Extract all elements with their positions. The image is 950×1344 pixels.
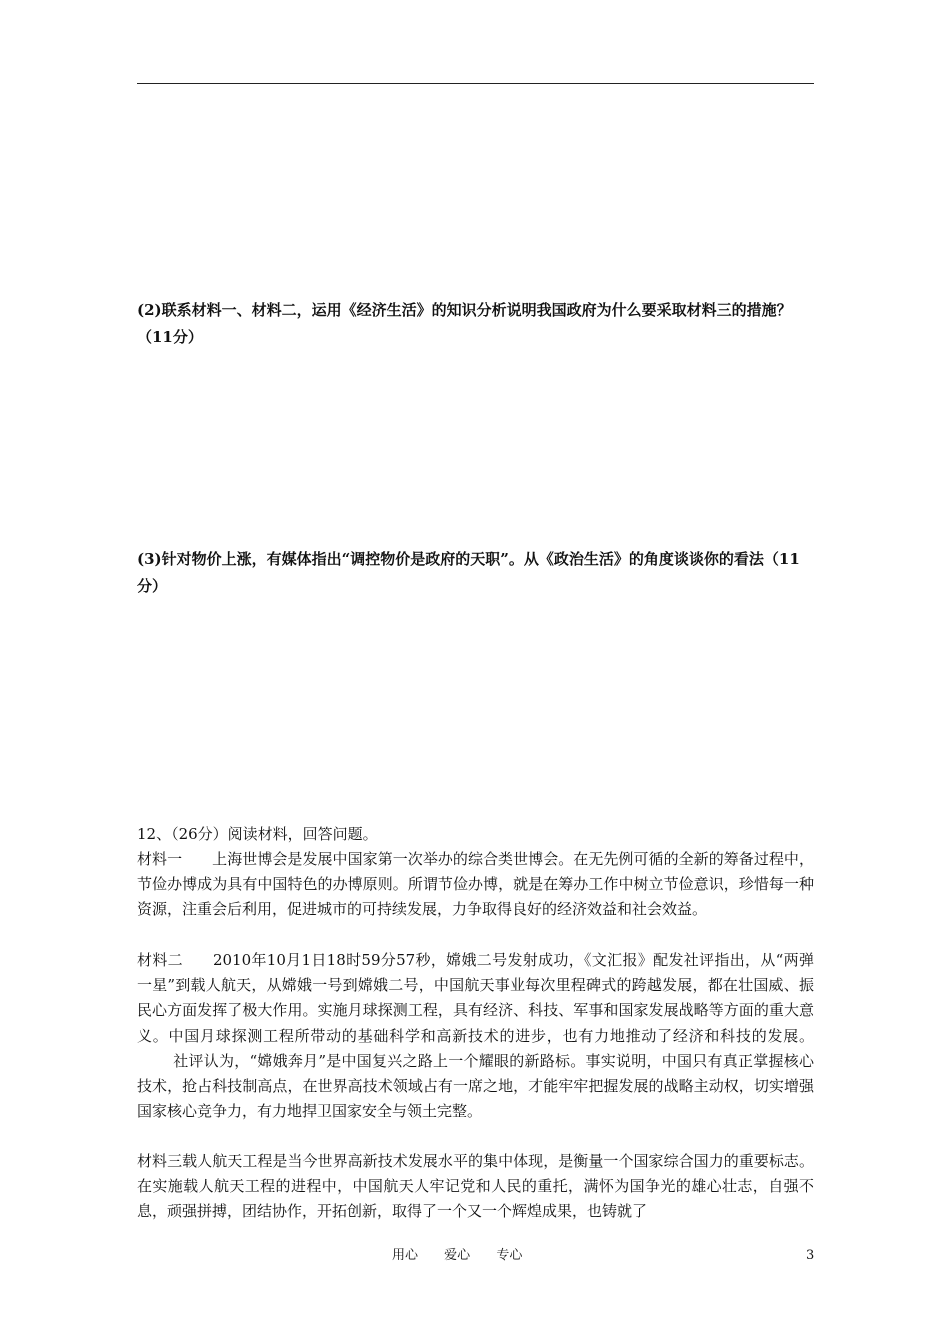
material-3: [137, 1149, 814, 1225]
question-2: (2)联系材料一、材料二，运用《经济生活》的知识分析说明我国政府为什么要采取材料三的措施？（11分）: [137, 301, 792, 346]
question-3: (3)针对物价上涨，有媒体指出“调控物价是政府的天职”。从《政治生活》的角度谈谈你的看法（11分）: [137, 550, 800, 595]
material-2-text-a: 2010年10月1日18时59分57秒，嫦娥二号发射成功，《文汇报》配发社评指出，从“两弹一星”到载人航天，从嫦娥一号到嫦娥二号，中国航天事业每次里程碑式的跨越发展，都在壮国威、振民心方面发挥了极大作用。实施月球探测工程，具有经济、科技、军事和国家发展战略等方面的重大意义。中国月球探测工程所带动的基础科学和高新技术的进步，也有力地推动了经济和科技的发展。: [137, 951, 814, 1045]
material-2-text-b: 社评认为，“嫦娥奔月”是中国复兴之路上一个耀眼的新路标。事实说明，中国只有真正掌握核心技术，抢占科技制高点，在世界高技术领域占有一席之地，才能牢牢把握发展的战略主动权，切实增强国家核心竞争力，有力地捍卫国家安全与领土完整。: [137, 1051, 814, 1121]
footer-motto-1: 用心: [392, 1248, 419, 1263]
footer-motto-3: 专心: [496, 1248, 523, 1263]
material-3-text: 载人航天工程是当今世界高新技术发展水平的集中体现，是衡量一个国家综合国力的重要标志。在实施载人航天工程的进程中，中国航天人牢记党和人民的重托，满怀为国争光的雄心壮志，自强不息，顽强拼搏，团结协作，开拓创新，取得了一个又一个辉煌成果，也铸就了: [137, 1152, 814, 1221]
header-rule: [137, 83, 814, 84]
material-2: [137, 948, 814, 1124]
material-1-text: 上海世博会是发展中国家第一次举办的综合类世博会。在无先例可循的全新的筹备过程中，节俭办博成为具有中国特色的办博原则。所谓节俭办博，就是在筹办工作中树立节俭意识，珍惜每一种资源，注重会后利用，促进城市的可持续发展，力争取得良好的经济效益和社会效益。: [137, 850, 814, 919]
material-2-label: 材料二: [137, 951, 183, 969]
page-number: 3: [806, 1248, 815, 1263]
material-1: [137, 847, 814, 923]
material-1-label: 材料一: [137, 850, 183, 868]
material-3-label: 材料三: [137, 1152, 183, 1170]
footer-motto-2: 爱心: [444, 1248, 471, 1263]
footer-motto: [392, 1246, 544, 1266]
question-12-title: 12、（26分）阅读材料，回答问题。: [137, 825, 378, 843]
